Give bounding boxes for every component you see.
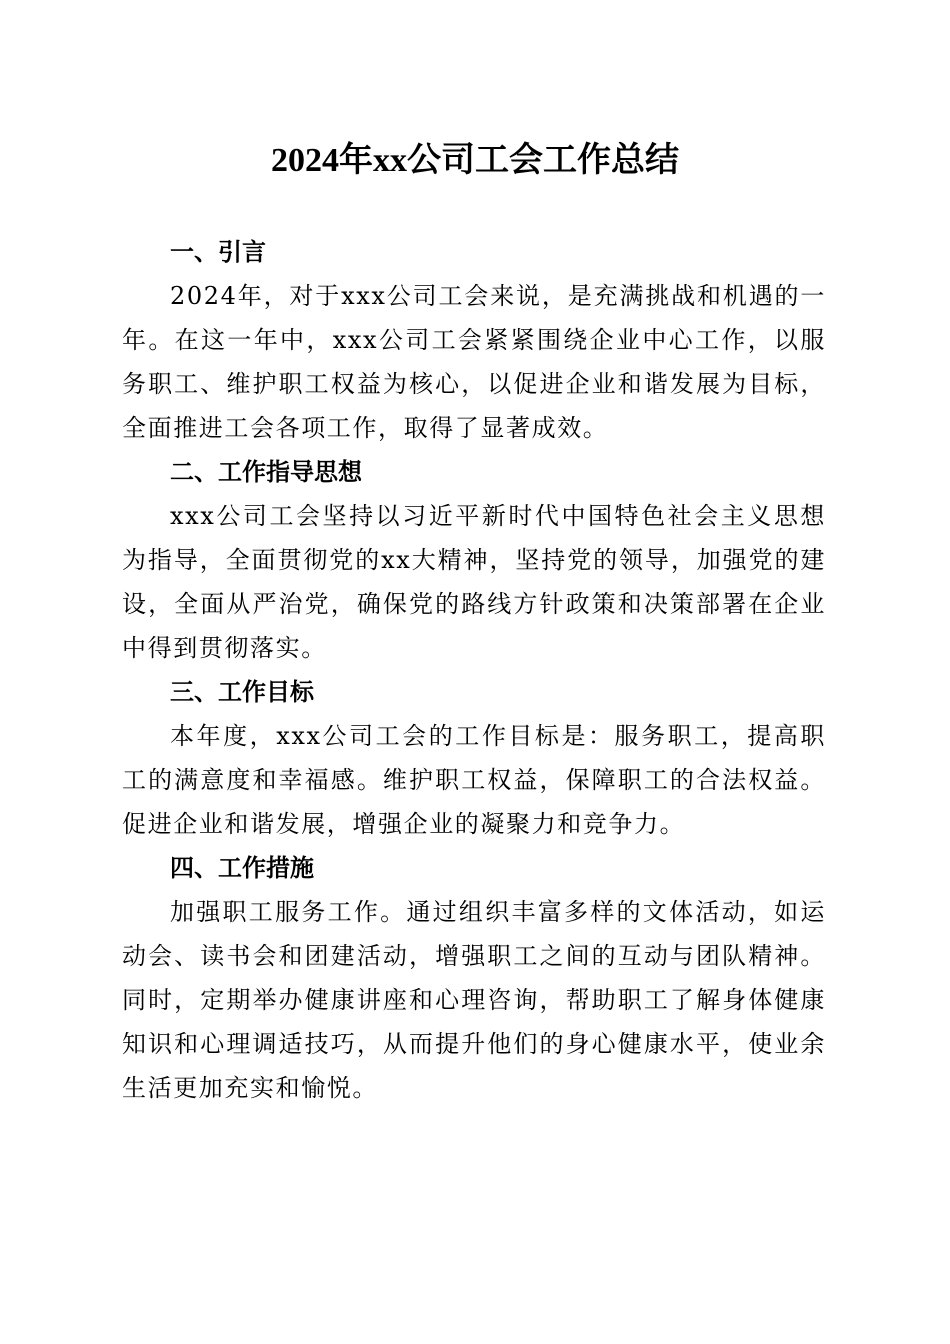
section-guiding-ideology xyxy=(122,450,826,670)
section-paragraph: 本年度，xxx公司工会的工作目标是：服务职工，提高职工的满意度和幸福感。维护职工权益，保障职工的合法权益。促进企业和谐发展，增强企业的凝聚力和竞争力。 xyxy=(122,722,826,838)
section-paragraph: 2024年，对于xxx公司工会来说，是充满挑战和机遇的一年。在这一年中，xxx公司工会紧紧围绕企业中心工作，以服务职工、维护职工权益为核心，以促进企业和谐发展为目标，全面推进工会各项工作，取得了显著成效。 xyxy=(122,282,826,442)
section-work-measures xyxy=(122,846,826,1110)
section-paragraph: xxx公司工会坚持以习近平新时代中国特色社会主义思想为指导，全面贯彻党的xx大精神，坚持党的领导，加强党的建设，全面从严治党，确保党的路线方针政策和决策部署在企业中得到贯彻落实。 xyxy=(122,502,826,662)
section-introduction xyxy=(122,230,826,450)
section-paragraph: 加强职工服务工作。通过组织丰富多样的文体活动，如运动会、读书会和团建活动，增强职工之间的互动与团队精神。同时，定期举办健康讲座和心理咨询，帮助职工了解身体健康知识和心理调适技巧，从而提升他们的身心健康水平，使业余生活更加充实和愉悦。 xyxy=(122,898,826,1102)
document-title: 2024年xx公司工会工作总结 xyxy=(271,142,679,179)
document-body xyxy=(122,230,826,1110)
section-heading: 一、引言 xyxy=(170,238,266,266)
section-heading: 二、工作指导思想 xyxy=(170,458,362,486)
section-heading: 四、工作措施 xyxy=(170,854,314,882)
section-heading: 三、工作目标 xyxy=(170,678,314,706)
section-work-goals xyxy=(122,670,826,846)
